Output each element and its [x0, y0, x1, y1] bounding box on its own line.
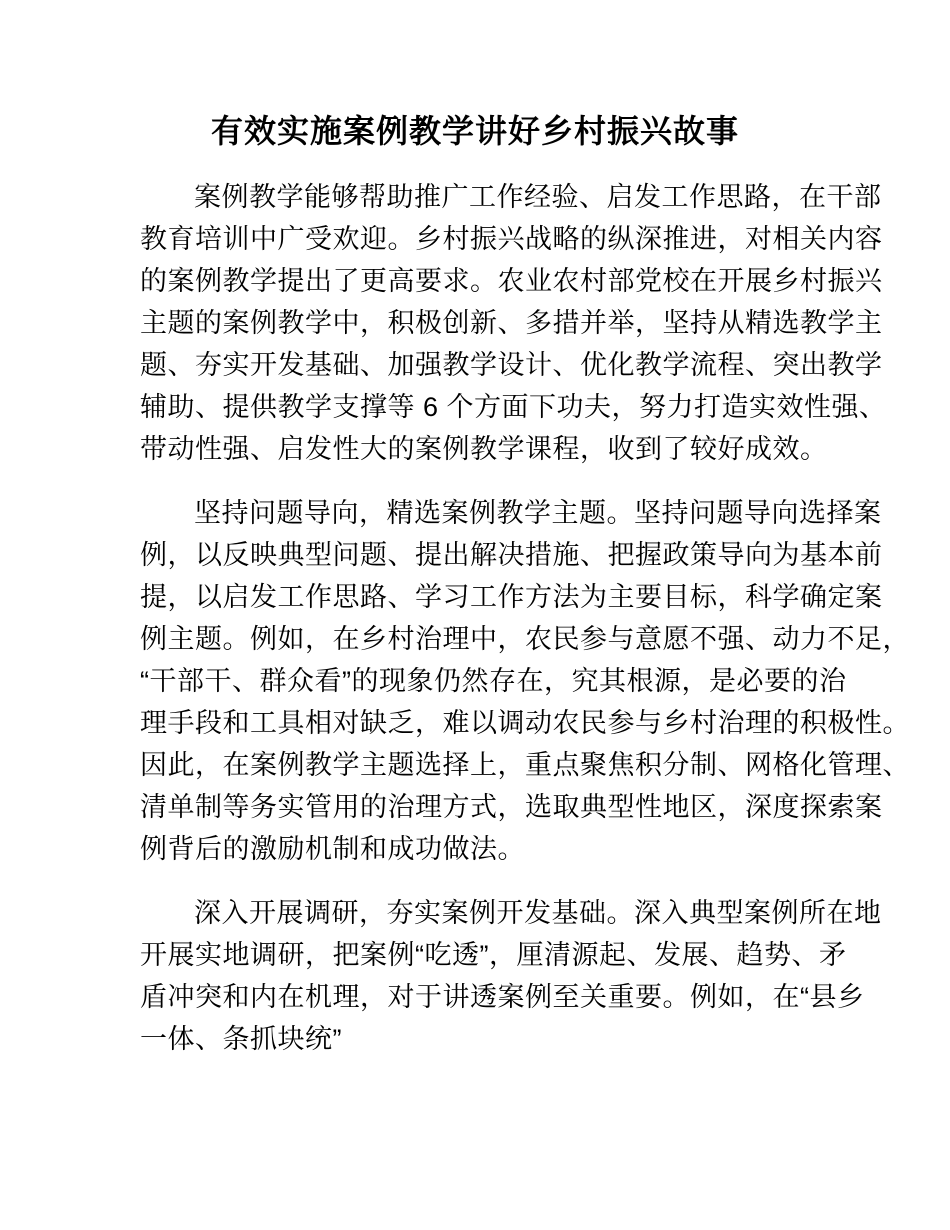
text-line: 的案例教学提出了更高要求。农业农村部党校在开展乡村振兴 [140, 266, 883, 296]
text-line: 例，以反映典型问题、提出解决措施、把握政策导向为基本前 [140, 540, 883, 570]
text-line: 教育培训中广受欢迎。乡村振兴战略的纵深推进，对相关内容 [140, 224, 883, 254]
text-line: 例背后的激励机制和成功做法。 [140, 834, 525, 864]
text-line: 深入开展调研，夯实案例开发基础。深入典型案例所在地 [194, 898, 882, 928]
text-line: 盾冲突和内在机理，对于讲透案例至关重要。例如，在“县乡 [140, 982, 865, 1012]
text-line: 案例教学能够帮助推广工作经验、启发工作思路，在干部 [194, 182, 882, 212]
text-line: 清单制等务实管用的治理方式，选取典型性地区，深度探索案 [140, 792, 883, 822]
text-line: 提，以启发工作思路、学习工作方法为主要目标，科学确定案 [140, 582, 883, 612]
document-title: 有效实施案例教学讲好乡村振兴故事 [210, 113, 739, 149]
paragraph-2 [140, 492, 910, 870]
text-line: 因此，在案例教学主题选择上，重点聚焦积分制、网格化管理、 [140, 750, 910, 780]
text-line: 例主题。例如，在乡村治理中，农民参与意愿不强、动力不足， [140, 624, 910, 654]
paragraph-1 [140, 176, 887, 470]
text-line: 理手段和工具相对缺乏，难以调动农民参与乡村治理的积极性。 [140, 708, 910, 738]
document-content [140, 108, 910, 1060]
text-line: 主题的案例教学中，积极创新、多措并举，坚持从精选教学主 [140, 308, 883, 338]
text-line: “干部干、群众看”的现象仍然存在，究其根源，是必要的治 [140, 666, 847, 696]
text-line: 开展实地调研，把案例“吃透”，厘清源起、发展、趋势、矛 [140, 940, 847, 970]
text-line: 带动性强、启发性大的案例教学课程，收到了较好成效。 [140, 434, 828, 464]
text-line: 一体、条抓块统” [140, 1024, 342, 1054]
text-line: 题、夯实开发基础、加强教学设计、优化教学流程、突出教学 [140, 350, 883, 380]
text-line: 坚持问题导向，精选案例教学主题。坚持问题导向选择案 [194, 498, 882, 528]
paragraph-3 [140, 892, 882, 1060]
text-line: 辅助、提供教学支撑等 6 个方面下功夫，努力打造实效性强、 [140, 392, 887, 422]
